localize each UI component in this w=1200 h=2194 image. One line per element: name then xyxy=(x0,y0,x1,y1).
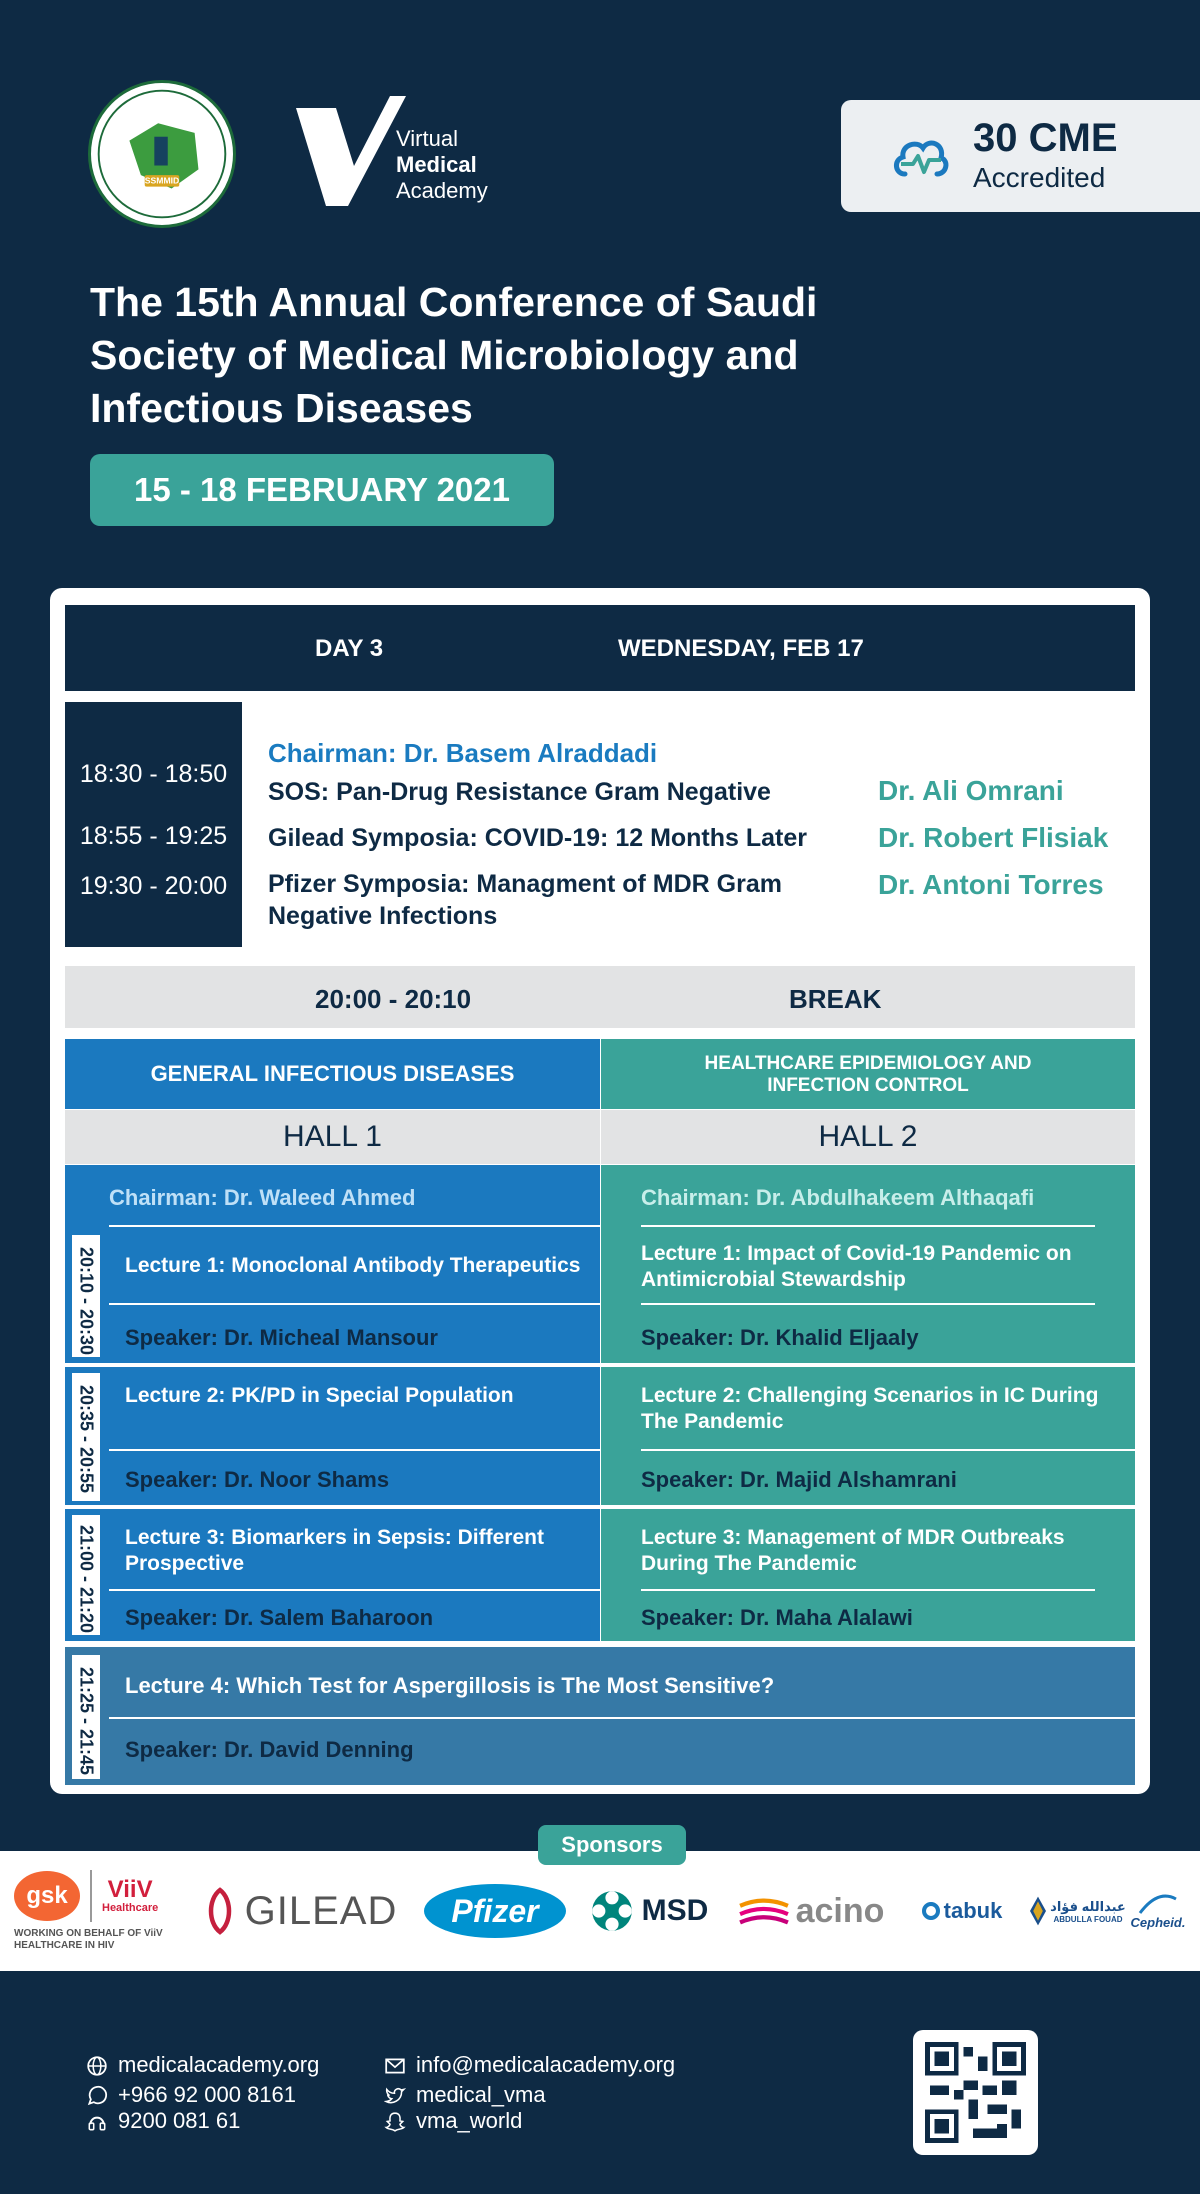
footer-twitter[interactable] xyxy=(384,2082,546,2108)
msd-logo xyxy=(586,1851,712,1971)
footer-whatsapp[interactable] xyxy=(86,2082,296,2108)
plenary-speaker: Dr. Ali Omrani xyxy=(878,775,1064,806)
snapchat-icon xyxy=(384,2111,406,2133)
track-general-infectious-diseases: GENERAL INFECTIOUS DISEASES xyxy=(65,1039,600,1109)
phone-icon xyxy=(86,2111,108,2133)
gilead-logo xyxy=(196,1851,406,1971)
plenary-time: 18:55 - 19:25 xyxy=(79,822,228,850)
slot-time-vertical xyxy=(72,1655,100,1779)
plenary-session-title: SOS: Pan-Drug Resistance Gram Negative xyxy=(268,778,771,806)
acino-logo-text: acino xyxy=(795,1891,885,1930)
divider xyxy=(109,1225,600,1227)
footer-email[interactable] xyxy=(384,2052,675,2078)
website-text[interactable]: medicalacademy.org xyxy=(118,2052,320,2077)
footer-website[interactable] xyxy=(86,2052,319,2078)
vma-line1: Virtual xyxy=(396,126,458,151)
joint-lecture-title: Lecture 4: Which Test for Aspergillosis is The Most Sensitive? xyxy=(125,1673,775,1698)
qr-code-icon xyxy=(925,2042,1026,2143)
mail-icon xyxy=(384,2055,406,2077)
conference-dates: 15 - 18 FEBRUARY 2021 xyxy=(90,454,554,526)
hall-1-lecture: Lecture 2: PK/PD in Special Population xyxy=(125,1384,514,1407)
cme-number: 30 CME xyxy=(973,116,1118,160)
acino-swoosh-icon xyxy=(738,1895,790,1927)
divider xyxy=(641,1303,1095,1305)
hall-1-lecture: Lecture 3: Biomarkers in Sepsis: Different Prospective xyxy=(125,1526,544,1575)
joint-lecture-speaker: Speaker: Dr. David Denning xyxy=(125,1737,414,1762)
day-header xyxy=(65,605,1135,691)
viiv-logo-sub: Healthcare xyxy=(102,1902,159,1914)
cepheid-logo-text: Cepheid. xyxy=(1130,1914,1186,1930)
track2-title: HEALTHCARE EPIDEMIOLOGY AND INFECTION CONTROL xyxy=(704,1053,1032,1096)
hall-1-header: HALL 1 xyxy=(65,1110,600,1164)
pfizer-logo xyxy=(424,1851,566,1971)
vma-wordmark xyxy=(396,126,488,204)
gsk-logo-text: gsk xyxy=(14,1871,80,1921)
slot-time-vertical xyxy=(72,1515,100,1635)
phone-text[interactable]: 9200 081 61 xyxy=(118,2108,241,2133)
sponsors-badge: Sponsors xyxy=(538,1825,686,1865)
divider xyxy=(65,1505,600,1509)
break-bar xyxy=(65,966,1135,1028)
footer-phone[interactable] xyxy=(86,2108,240,2134)
gilead-logo-text: GILEAD xyxy=(244,1888,398,1933)
divider xyxy=(601,1505,1135,1509)
viiv-logo-text: ViiV xyxy=(107,1876,153,1903)
divider xyxy=(601,1363,1135,1367)
msd-emblem-icon xyxy=(590,1889,634,1933)
divider xyxy=(109,1449,600,1451)
divider xyxy=(109,1303,600,1305)
cme-label: Accredited xyxy=(973,162,1106,193)
tabuk-emblem-icon xyxy=(922,1902,940,1920)
hall-1-column xyxy=(65,1165,600,1641)
hall-2-chairman: Chairman: Dr. Abdulhakeem Althaqafi xyxy=(641,1185,1035,1210)
day-label: DAY 3 xyxy=(315,635,384,662)
pfizer-logo-text: Pfizer xyxy=(424,1884,566,1938)
hall-2-lecture: Lecture 1: Impact of Covid-19 Pandemic on Antimicrobial Stewardship xyxy=(641,1242,1072,1291)
heartbeat-cloud-icon xyxy=(891,130,951,184)
whatsapp-text[interactable]: +966 92 000 8161 xyxy=(118,2082,297,2107)
plenary-session-title: Pfizer Symposia: Managment of MDR Gram Negative Infections xyxy=(268,870,782,930)
plenary-times xyxy=(65,702,242,947)
abdulla-fouad-logo-text: ABDULLA FOUAD xyxy=(1053,1914,1123,1924)
hall-2-speaker: Speaker: Dr. Khalid Eljaaly xyxy=(641,1325,919,1350)
vma-line3: Academy xyxy=(396,178,488,203)
cme-badge xyxy=(841,100,1200,212)
twitter-text[interactable]: medical_vma xyxy=(416,2082,546,2107)
vma-logo xyxy=(296,96,496,206)
hall-2-header: HALL 2 xyxy=(601,1110,1135,1164)
break-label: BREAK xyxy=(789,984,882,1014)
slot-time-vertical xyxy=(72,1235,100,1357)
divider xyxy=(641,1449,1135,1451)
divider xyxy=(90,1870,92,1922)
hall-2-column xyxy=(601,1165,1135,1641)
whatsapp-icon xyxy=(86,2085,108,2107)
tabuk-logo xyxy=(910,1851,1014,1971)
plenary-speaker: Dr. Antoni Torres xyxy=(878,869,1104,900)
hall-1-lecture: Lecture 1: Monoclonal Antibody Therapeutics xyxy=(125,1254,581,1277)
hall-2-speaker: Speaker: Dr. Majid Alshamrani xyxy=(641,1467,957,1492)
hall-2-lecture: Lecture 2: Challenging Scenarios in IC During The Pandemic xyxy=(641,1384,1099,1433)
vma-line2: Medical xyxy=(396,152,477,177)
hall-2-lecture: Lecture 3: Management of MDR Outbreaks During The Pandemic xyxy=(641,1526,1065,1575)
cepheid-logo xyxy=(1128,1851,1188,1971)
acino-logo xyxy=(730,1851,892,1971)
email-text[interactable]: info@medicalacademy.org xyxy=(416,2052,676,2077)
hall-1-speaker: Speaker: Dr. Noor Shams xyxy=(125,1467,390,1492)
plenary-session-title: Gilead Symposia: COVID-19: 12 Months Later xyxy=(268,824,808,852)
divider xyxy=(641,1225,1095,1227)
slot-time: 21:25 - 21:45 xyxy=(76,1667,97,1776)
joint-lecture-row xyxy=(65,1647,1135,1785)
ssmid-logo xyxy=(88,80,236,228)
sponsor-strip xyxy=(0,1851,1200,1971)
break-time: 20:00 - 20:10 xyxy=(315,984,472,1014)
snapchat-text[interactable]: vma_world xyxy=(416,2108,523,2133)
divider xyxy=(65,1363,600,1367)
qr-code[interactable] xyxy=(913,2030,1038,2155)
gilead-emblem-icon xyxy=(205,1882,235,1940)
vma-v-mark-icon xyxy=(296,96,406,206)
conference-title: The 15th Annual Conference of Saudi Society of Medical Microbiology and Infectious Diseases xyxy=(90,279,818,431)
footer-snapchat[interactable] xyxy=(384,2108,522,2134)
track-healthcare-epidemiology xyxy=(601,1039,1135,1109)
hall-1-speaker: Speaker: Dr. Salem Baharoon xyxy=(125,1605,434,1630)
slot-time: 20:35 - 20:55 xyxy=(76,1385,97,1494)
tabuk-logo-text: tabuk xyxy=(943,1898,1003,1923)
globe-icon xyxy=(86,2055,108,2077)
hall-1-speaker: Speaker: Dr. Micheal Mansour xyxy=(125,1325,438,1350)
plenary-chairman: Chairman: Dr. Basem Alraddadi xyxy=(268,738,658,768)
slot-time: 21:00 - 21:20 xyxy=(76,1525,97,1634)
hall-1-chairman: Chairman: Dr. Waleed Ahmed xyxy=(109,1185,416,1210)
divider xyxy=(641,1589,1095,1591)
abdulla-fouad-arabic-text: عبدالله فؤاد xyxy=(1050,1898,1126,1914)
abdulla-fouad-logo xyxy=(1030,1851,1126,1971)
plenary-time: 19:30 - 20:00 xyxy=(79,872,228,900)
slot-time-vertical xyxy=(72,1373,100,1501)
plenary-time: 18:30 - 18:50 xyxy=(79,760,228,788)
abdulla-fouad-emblem-icon xyxy=(1030,1893,1046,1929)
divider xyxy=(109,1717,1135,1719)
day-date: WEDNESDAY, FEB 17 xyxy=(618,635,864,662)
gsk-caption: WORKING ON BEHALF OF ViiV HEALTHCARE IN HIV xyxy=(14,1928,163,1951)
slot-time: 20:10 - 20:30 xyxy=(76,1247,97,1356)
ssmid-logo-text: SSMMID xyxy=(144,175,180,186)
divider xyxy=(109,1589,600,1591)
twitter-icon xyxy=(384,2085,406,2107)
plenary-speaker: Dr. Robert Flisiak xyxy=(878,822,1109,853)
hall-2-speaker: Speaker: Dr. Maha Alalawi xyxy=(641,1605,913,1630)
gsk-viiv-logo xyxy=(14,1851,184,1971)
cepheid-swoosh-icon xyxy=(1138,1893,1178,1915)
msd-logo-text: MSD xyxy=(641,1894,709,1927)
